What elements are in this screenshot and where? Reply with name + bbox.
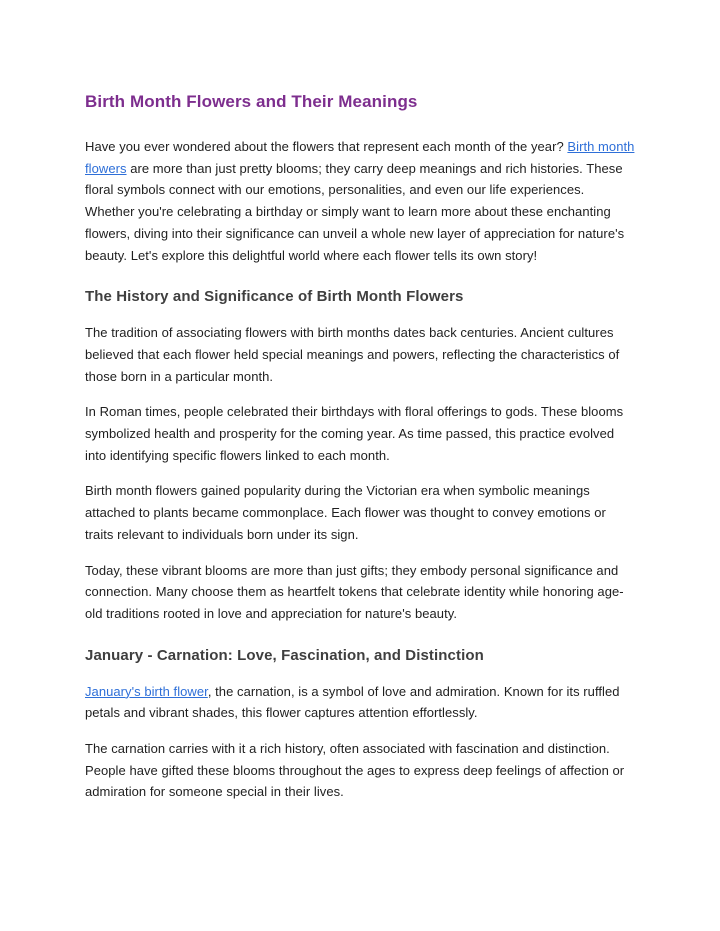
history-section-heading: The History and Significance of Birth Month Flowers	[85, 288, 464, 306]
history-paragraph-3: Birth month flowers gained popularity during the Victorian era when symbolic meanings attached to plants became commonplace. Each flower was thought to convey emotions or traits relevant to individuals born under its sign.	[85, 483, 606, 542]
january-paragraph-2: The carnation carries with it a rich history, often associated with fascination and distinction. People have gifted these blooms throughout the ages to express deep feelings of affection or admiration for someone special in their lives.	[85, 741, 625, 800]
birth-month-flowers-link[interactable]: Birth month flowers	[85, 139, 635, 176]
intro-text-before-link: Have you ever wondered about the flowers that represent each month of the year?	[85, 139, 568, 154]
history-paragraph-1: The tradition of associating flowers with birth months dates back centuries. Ancient cultures believed that each flower held special meanings and powers, reflecting the characteristics of those born in a particular month.	[85, 325, 620, 384]
intro-text-after-link: are more than just pretty blooms; they carry deep meanings and rich histories. These floral symbols connect with our emotions, personalities, and even our life experiences. Whether you're celebrating a birthday or simply want to learn more about these enchanting flowers, diving into their significance can unveil a whole new layer of appreciation for nature's beauty. Let's explore this delightful world where each flower tells its own story!	[85, 160, 625, 263]
intro-paragraph	[85, 136, 636, 266]
january-section-heading: January - Carnation: Love, Fascination, and Distinction	[85, 646, 484, 664]
page-title: Birth Month Flowers and Their Meanings	[85, 92, 418, 111]
januarys-birth-flower-link[interactable]: January's birth flower	[85, 683, 208, 699]
january-text-after-link: , the carnation, is a symbol of love and admiration. Known for its ruffled petals and vibrant shades, this flower captures attention effortlessly.	[85, 683, 620, 721]
history-paragraph-2: In Roman times, people celebrated their birthdays with floral offerings to gods. These blooms symbolized health and prosperity for the coming year. As time passed, this practice evolved into identifying specific flowers linked to each month.	[85, 404, 624, 463]
january-paragraph-1	[85, 681, 636, 724]
history-paragraph-4: Today, these vibrant blooms are more than just gifts; they embody personal significance and connection. Many choose them as heartfelt tokens that celebrate identity while honoring age-old traditions rooted in love and appreciation for nature's beauty.	[85, 562, 624, 621]
